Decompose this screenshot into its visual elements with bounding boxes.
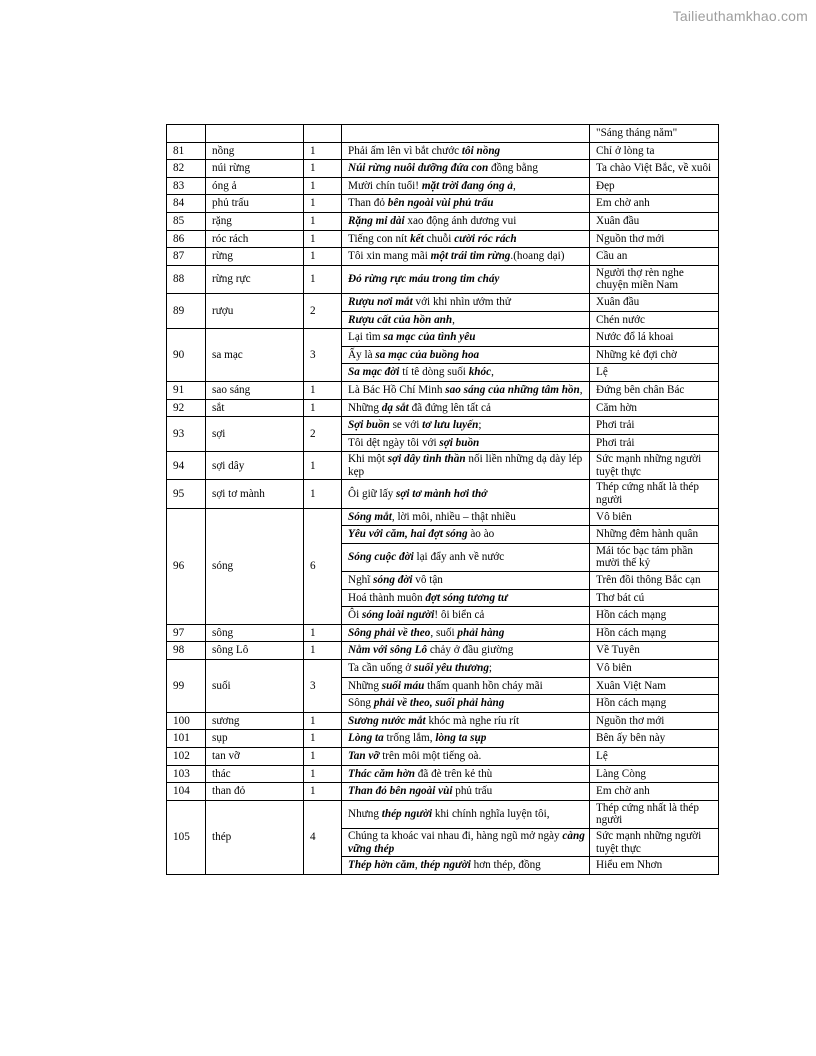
entry-word: sông	[206, 624, 304, 642]
highlighted-phrase: sa mạc của tình yêu	[383, 331, 476, 344]
entry-word: sa mạc	[206, 329, 304, 382]
entry-word: óng ả	[206, 177, 304, 195]
entry-number: 88	[167, 265, 206, 293]
entry-word: rặng	[206, 212, 304, 230]
entry-number: 98	[167, 642, 206, 660]
entry-word: núi rừng	[206, 160, 304, 178]
entry-word: rừng	[206, 248, 304, 266]
entry-word: nồng	[206, 142, 304, 160]
quote-text: Tôi xin mang mãi	[348, 250, 431, 263]
quote-cell	[342, 783, 590, 801]
quote-text: Hoá thành muôn	[348, 591, 426, 604]
source-title: Hiểu em Nhơn	[590, 857, 719, 875]
quote-text: vô tận	[412, 574, 443, 587]
highlighted-phrase: Yêu với căm, hai đợt sóng	[348, 528, 468, 541]
highlighted-phrase: càng vững thép	[348, 829, 585, 855]
source-title: Cầu an	[590, 248, 719, 266]
quote-text: Những	[348, 679, 382, 692]
entry-count: 1	[304, 783, 342, 801]
highlighted-phrase: Thác căm hờn	[348, 767, 415, 780]
entry-count: 1	[304, 452, 342, 480]
table-row	[167, 177, 719, 195]
highlighted-phrase: Lòng ta	[348, 732, 384, 745]
entry-number: 83	[167, 177, 206, 195]
entry-count: 3	[304, 329, 342, 382]
table-row	[167, 642, 719, 660]
table-row	[167, 142, 719, 160]
entry-word: sao sáng	[206, 381, 304, 399]
quote-text: Tiếng con nít	[348, 232, 411, 245]
table-row	[167, 230, 719, 248]
entry-number	[167, 125, 206, 143]
quote-text: trống lắm,	[383, 732, 436, 745]
quote-cell	[342, 589, 590, 607]
highlighted-phrase: lòng ta sụp	[435, 732, 487, 745]
entry-number: 90	[167, 329, 206, 382]
entry-count: 6	[304, 508, 342, 624]
quote-text: Tôi dệt ngày tôi với	[348, 436, 440, 449]
highlighted-phrase: phải hàng	[457, 626, 505, 639]
source-title: Nước đổ lá khoai	[590, 329, 719, 347]
entry-number: 103	[167, 765, 206, 783]
table-row	[167, 417, 719, 435]
quote-text: Là Bác Hồ Chí Minh	[348, 383, 446, 396]
highlighted-phrase: mặt trời đang óng ả	[421, 179, 513, 192]
table-row	[167, 660, 719, 678]
entry-count: 1	[304, 195, 342, 213]
entry-number: 81	[167, 142, 206, 160]
source-title: Phơi trải	[590, 434, 719, 452]
source-title: Đứng bên chân Bác	[590, 381, 719, 399]
entry-number: 89	[167, 293, 206, 328]
quote-text: ,	[513, 179, 516, 192]
quote-cell	[342, 381, 590, 399]
quote-cell	[342, 747, 590, 765]
quote-text: đã đứng lên tất cả	[408, 401, 491, 414]
quote-text: phủ trấu	[452, 785, 493, 798]
quote-text: Nhưng	[348, 808, 382, 821]
quote-cell	[342, 695, 590, 713]
quote-text: ,	[579, 383, 583, 396]
entry-count: 1	[304, 212, 342, 230]
table-row	[167, 480, 719, 508]
highlighted-phrase: tôi nồng	[461, 144, 501, 157]
quote-text: tí tê dòng suối	[399, 366, 469, 379]
quote-cell	[342, 508, 590, 526]
watermark: Tailieuthamkhao.com	[672, 8, 808, 24]
quote-cell	[342, 730, 590, 748]
entry-count: 1	[304, 480, 342, 508]
source-title: Phơi trải	[590, 417, 719, 435]
quote-text: Chúng ta khoác vai nhau đi, hàng ngũ mở ngày	[348, 829, 563, 842]
quote-cell	[342, 828, 590, 856]
quote-cell	[342, 624, 590, 642]
source-title: Hồn cách mạng	[590, 607, 719, 625]
table-row	[167, 265, 719, 293]
entry-count: 1	[304, 747, 342, 765]
highlighted-phrase: Rượu nơi mắt	[348, 295, 413, 308]
quote-cell	[342, 660, 590, 678]
source-title: Nguồn thơ mới	[590, 712, 719, 730]
quote-cell	[342, 293, 590, 311]
quote-text: chuỗi	[423, 232, 455, 245]
highlighted-phrase: Tan vỡ	[348, 749, 380, 762]
source-title: "Sáng tháng năm"	[590, 125, 719, 143]
entry-number: 101	[167, 730, 206, 748]
entry-word: sương	[206, 712, 304, 730]
entry-count: 1	[304, 624, 342, 642]
quote-text: Than đỏ	[348, 197, 388, 210]
table-row	[167, 195, 719, 213]
highlighted-phrase: một trái tim rừng	[430, 250, 511, 263]
highlighted-phrase: cười róc rách	[454, 232, 517, 245]
table-row	[167, 293, 719, 311]
source-title: Lệ	[590, 747, 719, 765]
highlighted-phrase: Đỏ rừng rực máu trong tim cháy	[348, 273, 500, 286]
quote-text: khi chính nghĩa luyện tôi,	[432, 808, 550, 821]
quote-cell	[342, 311, 590, 329]
source-title: Làng Còng	[590, 765, 719, 783]
entry-count: 1	[304, 399, 342, 417]
source-title: Đẹp	[590, 177, 719, 195]
source-title: Vô biên	[590, 660, 719, 678]
table-row	[167, 747, 719, 765]
highlighted-phrase: sóng đời	[373, 574, 413, 587]
entry-number: 97	[167, 624, 206, 642]
quote-cell	[342, 177, 590, 195]
entry-word: thác	[206, 765, 304, 783]
entry-word: sụp	[206, 730, 304, 748]
quote-text: Những	[348, 401, 382, 414]
source-title: Căm hờn	[590, 399, 719, 417]
quote-cell	[342, 364, 590, 382]
highlighted-phrase: thép người	[381, 808, 433, 821]
source-title: Xuân Việt Nam	[590, 677, 719, 695]
source-title: Vô biên	[590, 508, 719, 526]
table-row	[167, 452, 719, 480]
quote-text: ào ào	[467, 528, 495, 541]
quote-cell	[342, 765, 590, 783]
quote-cell	[342, 857, 590, 875]
highlighted-phrase: suối máu	[381, 679, 425, 692]
quote-cell	[342, 195, 590, 213]
quote-cell	[342, 346, 590, 364]
quote-cell	[342, 452, 590, 480]
quote-cell	[342, 329, 590, 347]
entry-number: 105	[167, 800, 206, 874]
quote-text: Ta cần uống ở	[348, 662, 415, 674]
entry-number: 82	[167, 160, 206, 178]
quote-cell	[342, 212, 590, 230]
quote-cell	[342, 607, 590, 625]
entry-word: sắt	[206, 399, 304, 417]
table-row	[167, 399, 719, 417]
quote-text: ,	[414, 859, 421, 872]
table-row	[167, 783, 719, 801]
quote-cell	[342, 142, 590, 160]
quote-cell	[342, 526, 590, 544]
source-title: Xuân đầu	[590, 212, 719, 230]
source-title: Sức mạnh những người tuyệt thực	[590, 828, 719, 856]
highlighted-phrase: sa mạc của buồng hoa	[375, 348, 480, 361]
entry-count: 1	[304, 160, 342, 178]
highlighted-phrase: bên ngoài vùi phủ trấu	[387, 197, 494, 210]
quote-text: se với	[389, 419, 423, 432]
source-title: Nguồn thơ mới	[590, 230, 719, 248]
entry-word: sóng	[206, 508, 304, 624]
table-row	[167, 712, 719, 730]
entry-word: thép	[206, 800, 304, 874]
highlighted-phrase: dạ sắt	[381, 401, 409, 414]
quote-text: ,	[452, 313, 455, 326]
quote-text: ! ôi biển cả	[434, 609, 485, 622]
entry-word: róc rách	[206, 230, 304, 248]
quote-cell	[342, 543, 590, 571]
quote-text: Ấy là	[348, 348, 376, 361]
quote-cell	[342, 248, 590, 266]
quote-text: xao động ánh dương vui	[404, 214, 517, 227]
table-row	[167, 765, 719, 783]
table-row	[167, 800, 719, 828]
entry-word: sông Lô	[206, 642, 304, 660]
quote-text: trên môi một tiếng oà.	[379, 749, 482, 762]
quote-cell	[342, 399, 590, 417]
entry-word: phủ trấu	[206, 195, 304, 213]
source-title: Ta chào Việt Bắc, về xuôi	[590, 160, 719, 178]
entry-count: 1	[304, 248, 342, 266]
highlighted-phrase: sợi tơ mành hơi thở	[396, 487, 488, 500]
quote-cell	[342, 160, 590, 178]
quote-cell	[342, 677, 590, 695]
table-row	[167, 125, 719, 143]
highlighted-phrase: Nằm với sông Lô	[348, 644, 428, 657]
quote-text: .(hoang dại)	[510, 250, 565, 263]
quote-cell	[342, 480, 590, 508]
entry-number: 87	[167, 248, 206, 266]
entry-number: 84	[167, 195, 206, 213]
highlighted-phrase: Sóng cuộc đời	[348, 551, 414, 564]
quote-text: lại đẩy anh về nước	[413, 551, 505, 564]
quote-text: Khi một	[348, 453, 388, 466]
entry-number: 95	[167, 480, 206, 508]
quote-text: hơn thép, đồng	[470, 859, 541, 872]
highlighted-phrase: Rặng mi dài	[348, 214, 405, 227]
source-title: Chén nước	[590, 311, 719, 329]
highlighted-phrase: sao sáng của những tâm hồn	[445, 383, 580, 396]
source-title: Em chờ anh	[590, 195, 719, 213]
highlighted-phrase: khóc	[468, 366, 492, 379]
highlighted-phrase: Rượu cất của hồn anh	[348, 313, 453, 326]
source-title: Mái tóc bạc tám phần mười thế kỷ	[590, 543, 719, 571]
source-title: Thơ bát cú	[590, 589, 719, 607]
source-title: Xuân đầu	[590, 293, 719, 311]
table-row	[167, 508, 719, 526]
quote-text: , suối	[430, 626, 458, 639]
source-title: Hồn cách mạng	[590, 695, 719, 713]
entry-number: 102	[167, 747, 206, 765]
entry-number: 104	[167, 783, 206, 801]
quote-text: Lại tìm	[348, 331, 384, 344]
quote-text: Ôi giữ lấy	[348, 487, 397, 500]
source-title: Chỉ ở lòng ta	[590, 142, 719, 160]
highlighted-phrase: Núi rừng nuôi dưỡng đứa con	[348, 162, 489, 175]
quote-text: Sông	[348, 697, 374, 710]
entry-count: 1	[304, 381, 342, 399]
quote-text: Mười chín tuổi!	[348, 179, 422, 192]
quote-cell	[342, 434, 590, 452]
table-row	[167, 329, 719, 347]
entry-count: 1	[304, 765, 342, 783]
entry-count: 1	[304, 142, 342, 160]
entry-word: sợi dây	[206, 452, 304, 480]
highlighted-phrase: Sợi buồn	[348, 419, 390, 432]
highlighted-phrase: sợi dây tình thần	[387, 453, 466, 466]
entry-word: rượu	[206, 293, 304, 328]
highlighted-phrase: Sương nước mắt	[348, 714, 426, 727]
table-row	[167, 381, 719, 399]
quote-cell	[342, 642, 590, 660]
quote-cell	[342, 712, 590, 730]
quote-text: với khi nhìn ướm thử	[412, 295, 511, 308]
entry-number: 100	[167, 712, 206, 730]
entry-count: 4	[304, 800, 342, 874]
quote-cell	[342, 230, 590, 248]
entry-count: 1	[304, 265, 342, 293]
quote-text: đồng bằng	[488, 162, 538, 175]
quote-cell	[342, 417, 590, 435]
quote-text: Nghĩ	[348, 574, 374, 587]
source-title: Những đêm hành quân	[590, 526, 719, 544]
source-title: Lệ	[590, 364, 719, 382]
quote-text: thấm quanh hồn cháy mãi	[424, 679, 543, 692]
entry-number: 96	[167, 508, 206, 624]
entry-number: 91	[167, 381, 206, 399]
entry-count: 2	[304, 293, 342, 328]
quote-text: Ôi	[348, 609, 362, 622]
source-title: Trên đồi thông Bắc cạn	[590, 572, 719, 590]
highlighted-phrase: Sông phải về theo	[348, 626, 431, 639]
quote-text: , lời môi, nhiều – thật nhiều	[391, 510, 516, 523]
entry-word: sợi tơ mành	[206, 480, 304, 508]
entry-number: 92	[167, 399, 206, 417]
table-row	[167, 248, 719, 266]
entry-count: 1	[304, 177, 342, 195]
entry-word: rừng rực	[206, 265, 304, 293]
highlighted-phrase: thép người	[420, 859, 471, 872]
highlighted-phrase: Sóng mắt	[348, 510, 392, 523]
highlighted-phrase: đợt sóng tương tư	[425, 591, 508, 604]
entry-number: 99	[167, 660, 206, 713]
source-title: Về Tuyên	[590, 642, 719, 660]
source-title: Bên ấy bên này	[590, 730, 719, 748]
entry-count: 1	[304, 230, 342, 248]
quote-cell	[342, 572, 590, 590]
table-row	[167, 212, 719, 230]
quote-cell	[342, 265, 590, 293]
quote-text: Phải ấm lên vì bắt chước	[348, 144, 462, 157]
source-title: Thép cứng nhất là thép người	[590, 800, 719, 828]
highlighted-phrase: Thép hờn căm	[348, 859, 415, 872]
quote-text: khóc mà nghe ríu rít	[425, 714, 520, 727]
entry-count: 1	[304, 642, 342, 660]
entry-count: 3	[304, 660, 342, 713]
quote-text: ;	[488, 662, 493, 674]
entry-count	[304, 125, 342, 143]
highlighted-phrase: tơ lưu luyến	[422, 419, 479, 432]
word-table	[166, 124, 719, 875]
highlighted-phrase: sóng loài người	[361, 609, 435, 622]
table-row	[167, 730, 719, 748]
highlighted-phrase: Than đỏ bên ngoài vùi	[348, 785, 453, 798]
source-title: Thép cứng nhất là thép người	[590, 480, 719, 508]
quote-text: đã đè trên kẻ thù	[414, 767, 493, 780]
entry-count: 2	[304, 417, 342, 452]
entry-number: 93	[167, 417, 206, 452]
source-title: Người thợ rèn nghe chuyện miền Nam	[590, 265, 719, 293]
entry-number: 85	[167, 212, 206, 230]
highlighted-phrase: sợi buồn	[439, 436, 480, 449]
quote-text: nối liền những dạ dày lép kẹp	[348, 453, 583, 478]
highlighted-phrase: suối yêu thương	[414, 662, 489, 674]
entry-word: suối	[206, 660, 304, 713]
source-title: Những kẻ đợi chờ	[590, 346, 719, 364]
entry-number: 86	[167, 230, 206, 248]
highlighted-phrase: phải về theo, suối phải hàng	[373, 697, 505, 710]
quote-text: ,	[491, 366, 494, 379]
highlighted-phrase: Sa mạc đời	[348, 366, 400, 379]
entry-word	[206, 125, 304, 143]
source-title: Hồn cách mạng	[590, 624, 719, 642]
entry-number: 94	[167, 452, 206, 480]
quote-cell	[342, 125, 590, 143]
entry-word: than đỏ	[206, 783, 304, 801]
entry-word: tan vỡ	[206, 747, 304, 765]
quote-cell	[342, 800, 590, 828]
table-row	[167, 624, 719, 642]
entry-word: sợi	[206, 417, 304, 452]
entry-count: 1	[304, 712, 342, 730]
quote-text: chảy ở đầu giường	[427, 644, 514, 657]
source-title: Sức mạnh những người tuyệt thực	[590, 452, 719, 480]
table-row	[167, 160, 719, 178]
quote-text: ;	[478, 419, 482, 432]
highlighted-phrase: kết	[410, 232, 424, 245]
entry-count: 1	[304, 730, 342, 748]
source-title: Em chờ anh	[590, 783, 719, 801]
